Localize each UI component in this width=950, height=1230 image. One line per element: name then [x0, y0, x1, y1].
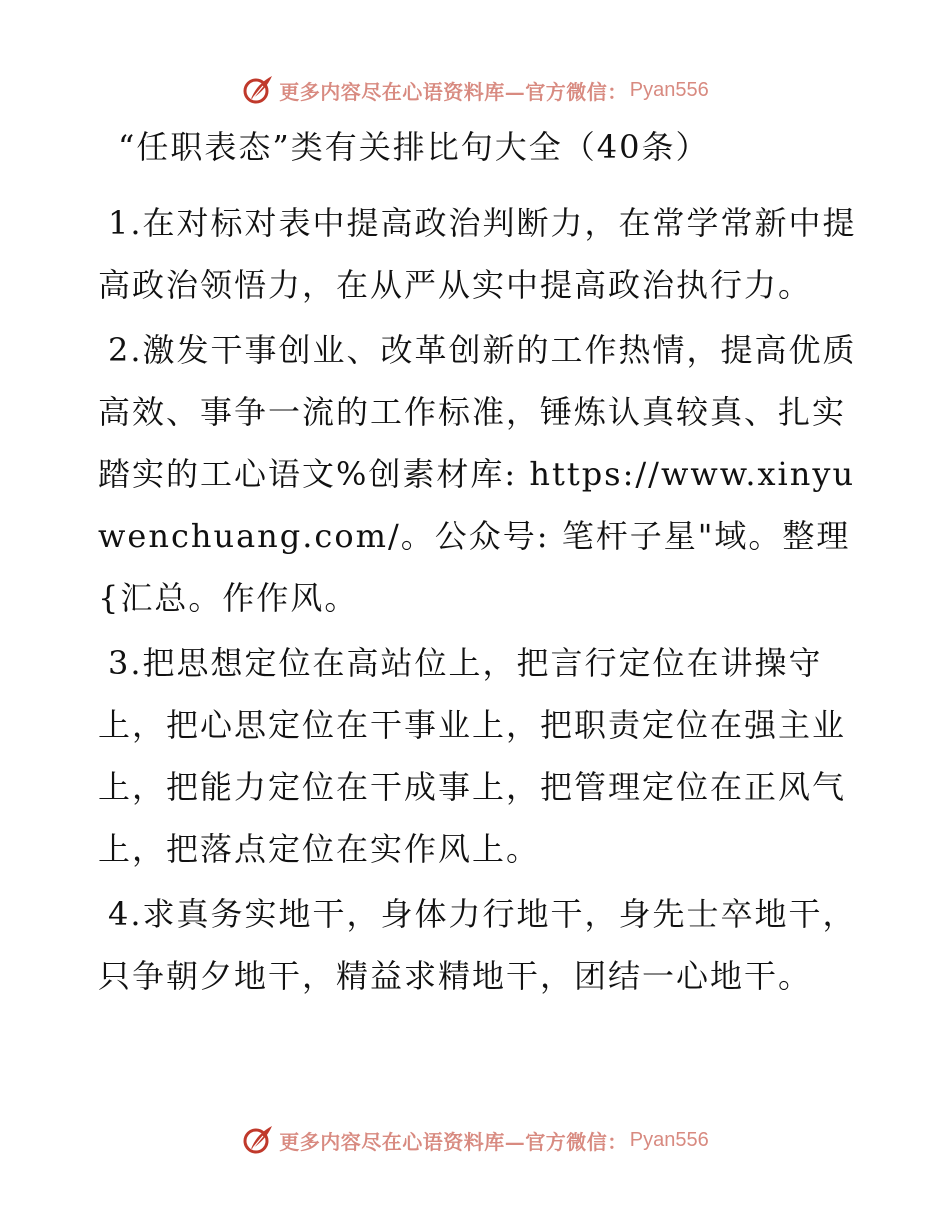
banner-text: 更多内容尽在心语资料库—官方微信： — [279, 79, 628, 104]
header-watermark-banner — [0, 70, 950, 110]
banner-text: 更多内容尽在心语资料库—官方微信： — [279, 1129, 628, 1154]
banner-wechat-handle: Pyan556 — [629, 1128, 709, 1151]
item-text: 在对标对表中提高政治判断力，在常学常新中提高政治领悟力，在从严从实中提高政治执行力。 — [98, 204, 857, 304]
list-item — [98, 319, 858, 629]
item-text: 激发干事创业、改革创新的工作热情，提高优质高效、事争一流的工作标准，锤炼认真较真、扎实踏实的工心语文%创素材库: https://www.xinyuwenchuang.com/。公众号: 笔杆子星"域。整理{汇总。作作风。 — [98, 331, 857, 617]
feather-pen-logo-icon — [241, 1123, 275, 1157]
item-text: 求真务实地干，身体力行地干，身先士卒地干，只争朝夕地干，精益求精地干，团结一心地干。 — [98, 895, 857, 995]
item-text: 把思想定位在高站位上，把言行定位在讲操守上，把心思定位在干事业上，把职责定位在强主业上，把能力定位在干成事上，把管理定位在正风气上，把落点定位在实作风上。 — [98, 644, 847, 868]
list-item — [98, 192, 858, 316]
list-item — [98, 632, 858, 880]
document-title: “任职表态”类有关排比句大全（40条） — [118, 128, 710, 166]
list-item — [98, 883, 858, 1007]
banner-wechat-handle: Pyan556 — [629, 78, 709, 101]
item-list — [98, 192, 858, 1010]
item-number: 3. — [108, 644, 143, 682]
footer-watermark-banner — [0, 1120, 950, 1160]
feather-pen-logo-icon — [241, 73, 275, 107]
item-number: 2. — [108, 331, 143, 369]
item-number: 1. — [108, 204, 143, 242]
item-number: 4. — [108, 895, 143, 933]
